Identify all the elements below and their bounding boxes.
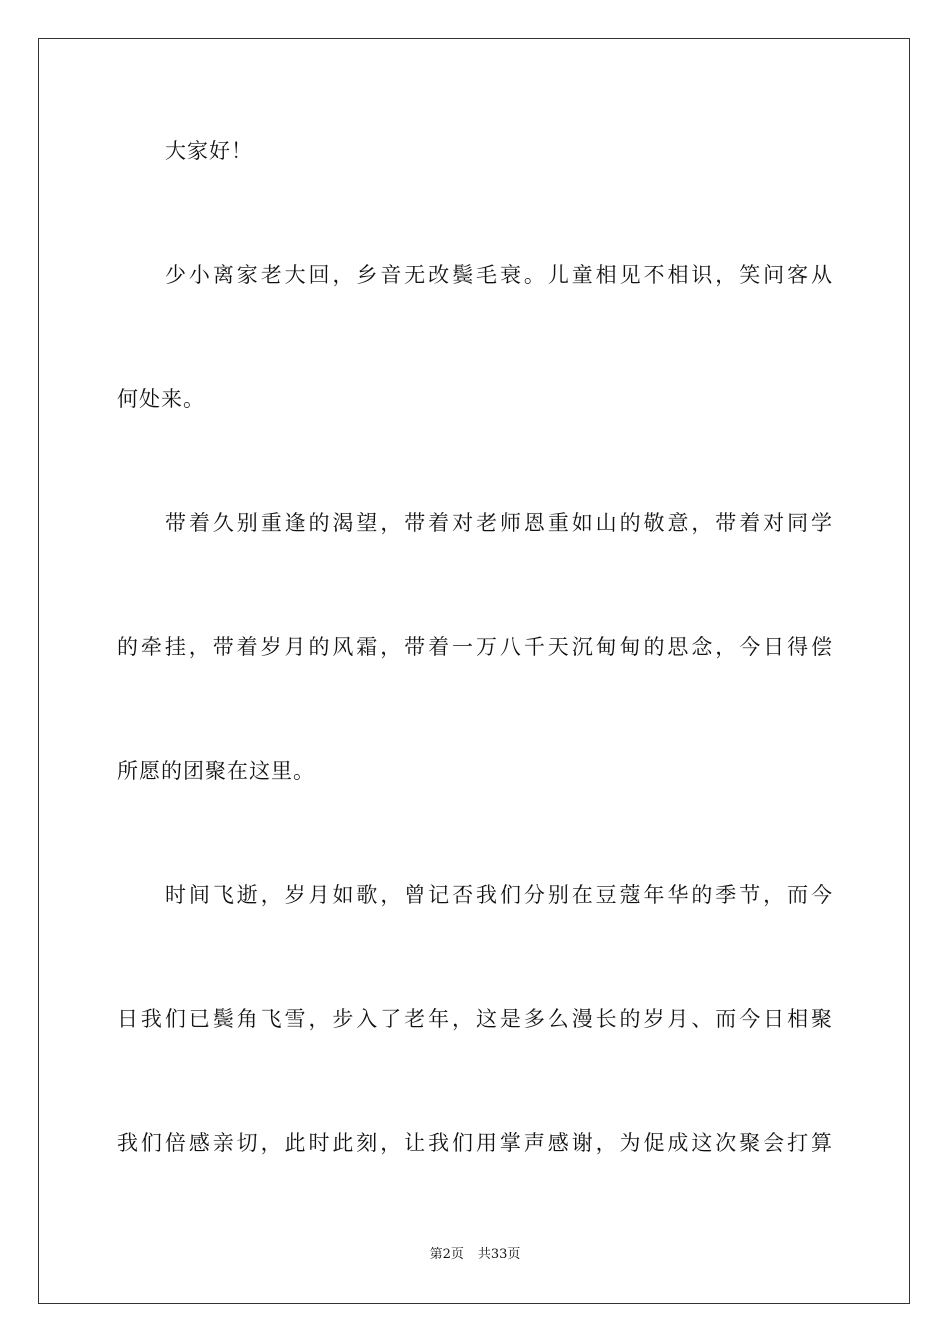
- paragraph-line: 日我们已鬓角飞雪，步入了老年，这是多么漫长的岁月、而今日相聚: [117, 1007, 833, 1031]
- paragraph-line: 所愿的团聚在这里。: [117, 759, 315, 783]
- page-total: 共33页: [477, 1247, 521, 1262]
- page-border: [38, 38, 910, 1304]
- paragraph-line: 我们倍感亲切，此时此刻，让我们用掌声感谢，为促成这次聚会打算: [117, 1131, 833, 1155]
- paragraph-line: 时间飞逝，岁月如歌，曾记否我们分别在豆蔻年华的季节，而今: [165, 883, 833, 907]
- paragraph-line: 带着久别重逢的渴望，带着对老师恩重如山的敬意，带着对同学: [165, 511, 833, 535]
- page-number: 第2页: [429, 1247, 464, 1262]
- paragraph-line-greeting: 大家好！: [165, 139, 253, 163]
- paragraph-line: 少小离家老大回，乡音无改鬓毛衰。儿童相见不相识，笑问客从: [165, 263, 833, 287]
- paragraph-line: 何处来。: [117, 387, 205, 411]
- paragraph-line: 的牵挂，带着岁月的风霜，带着一万八千天沉甸甸的思念，今日得偿: [117, 635, 833, 659]
- page-footer: [0, 1246, 950, 1264]
